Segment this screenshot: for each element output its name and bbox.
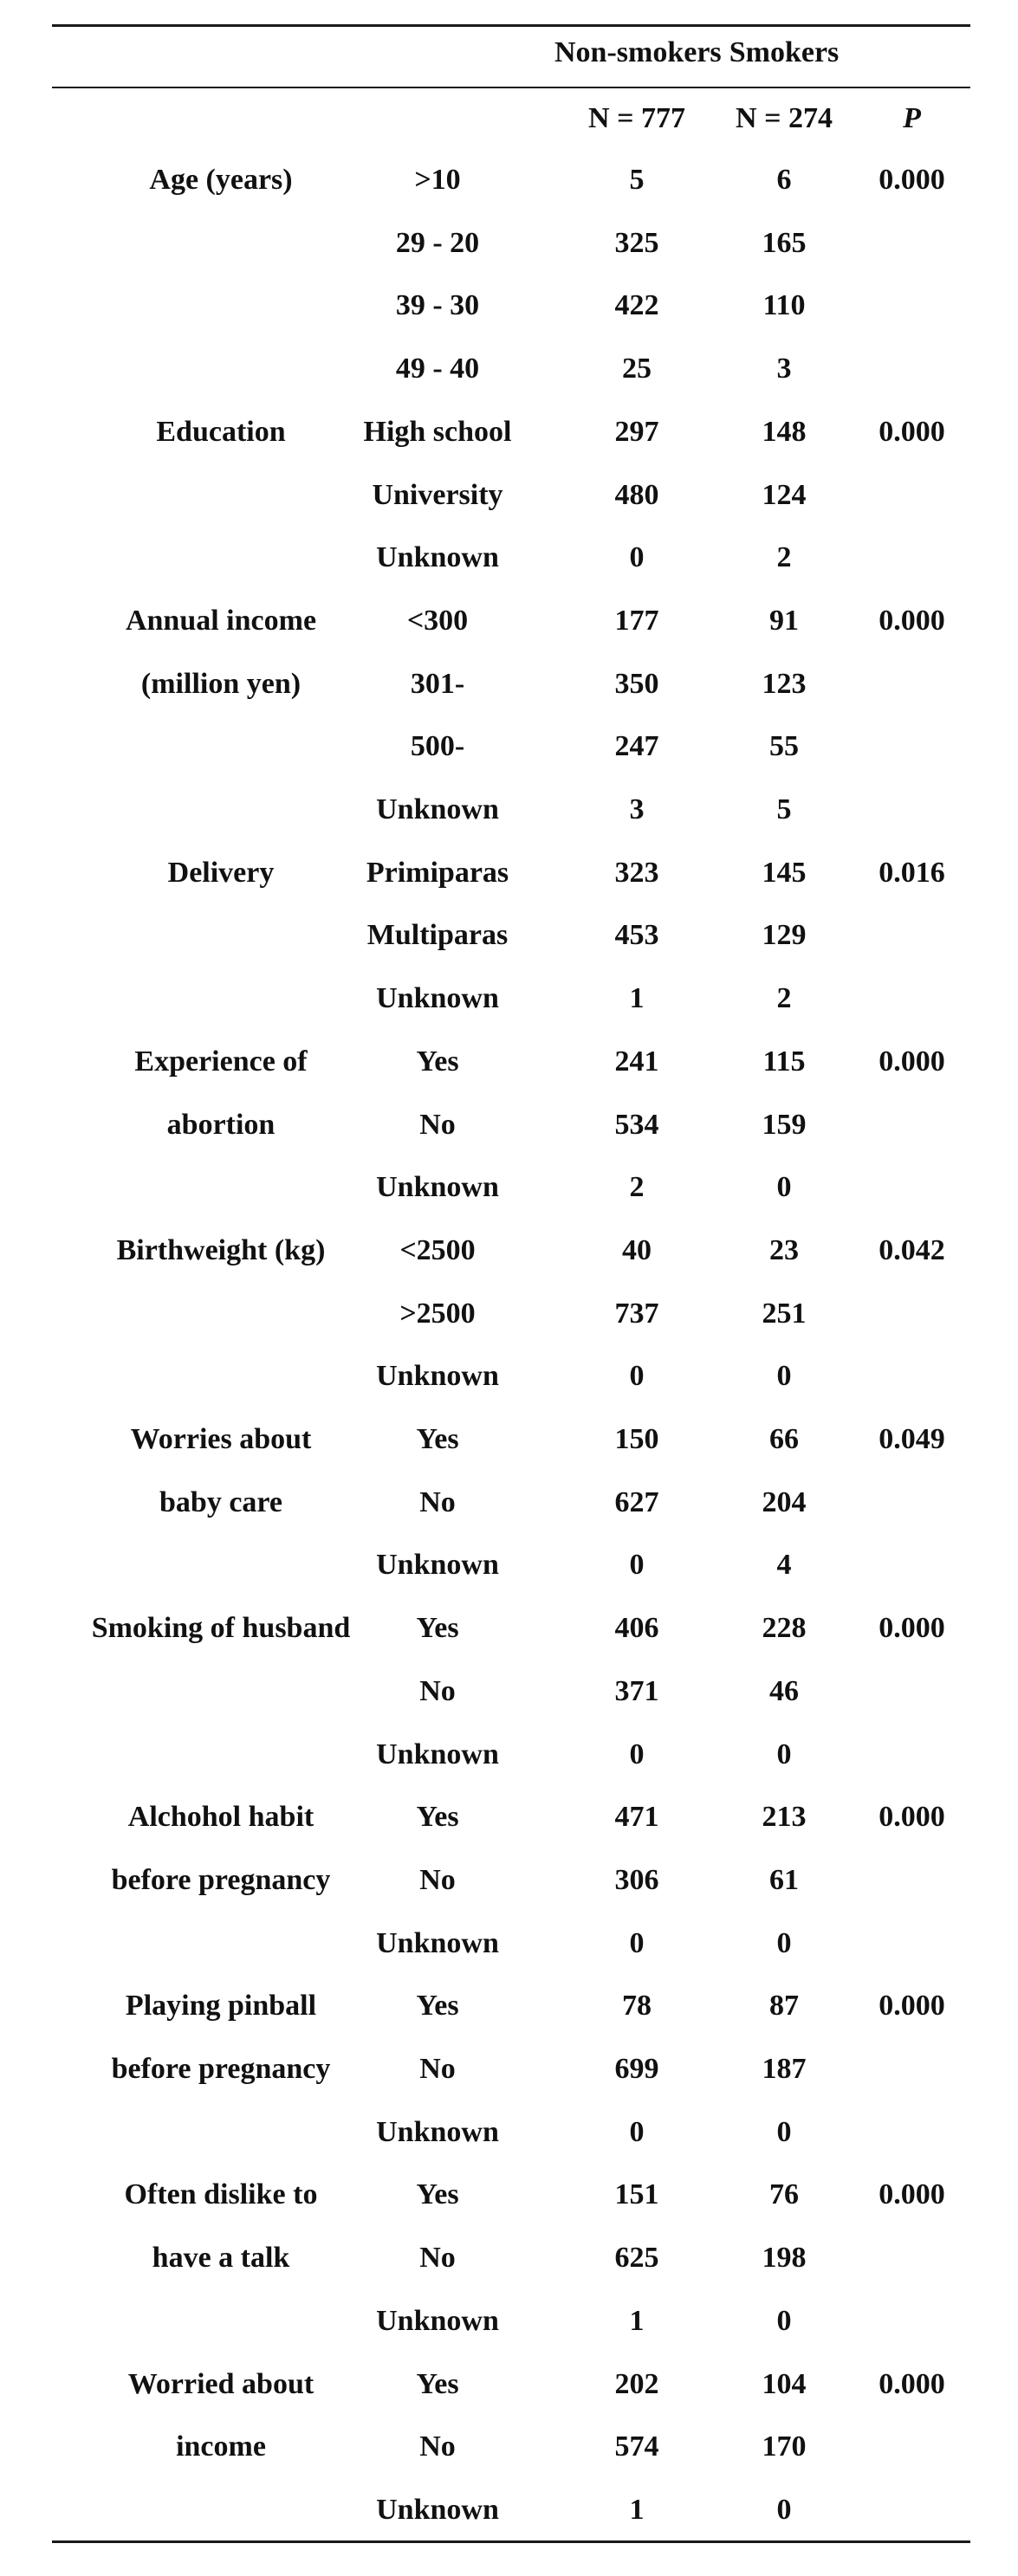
table-row <box>52 1660 970 1723</box>
cell-smokers: 165 <box>762 226 807 259</box>
cell-smokers: 123 <box>762 667 807 700</box>
table-row <box>52 1156 970 1219</box>
row-label: Delivery <box>167 856 275 889</box>
row-label: Birthweight (kg) <box>116 1233 326 1266</box>
row-category: >2500 <box>399 1297 476 1330</box>
cell-smokers: 159 <box>762 1108 807 1141</box>
cell-smokers: 46 <box>769 1674 799 1707</box>
cell-p-value: 0.042 <box>879 1233 945 1266</box>
cell-nonsmokers: 177 <box>614 604 659 637</box>
table-row <box>52 2227 970 2289</box>
table-row <box>52 2101 970 2164</box>
cell-smokers: 0 <box>776 2304 792 2337</box>
cell-smokers: 115 <box>762 1045 806 1078</box>
cell-smokers: 198 <box>762 2242 807 2275</box>
cell-nonsmokers: 371 <box>614 1674 659 1707</box>
row-category: 39 - 30 <box>395 289 480 322</box>
cell-smokers: 55 <box>769 730 799 763</box>
cell-smokers: 187 <box>762 2053 807 2085</box>
cell-nonsmokers: 0 <box>629 2115 645 2148</box>
table-row <box>52 1408 970 1471</box>
cell-nonsmokers: 3 <box>629 793 645 825</box>
cell-smokers: 204 <box>762 1485 807 1518</box>
row-label: baby care <box>159 1485 282 1518</box>
cell-p-value: 0.000 <box>879 2367 945 2400</box>
row-label: Education <box>156 415 286 448</box>
row-label: have a talk <box>152 2242 290 2275</box>
table-row <box>52 2479 970 2541</box>
row-category: Multiparas <box>366 919 509 952</box>
cell-nonsmokers: 241 <box>614 1045 659 1078</box>
cell-nonsmokers: 150 <box>614 1423 659 1455</box>
table-row <box>52 2416 970 2478</box>
row-label: Worries about <box>130 1423 312 1455</box>
row-category: Unknown <box>376 1360 499 1393</box>
cell-nonsmokers: 323 <box>614 856 659 889</box>
row-category: University <box>372 478 503 511</box>
cell-nonsmokers: 0 <box>629 541 645 574</box>
cell-p-value: 0.049 <box>879 1423 945 1455</box>
cell-p-value: 0.000 <box>879 1990 945 2023</box>
cell-nonsmokers: 737 <box>614 1297 659 1330</box>
table-row <box>52 1031 970 1093</box>
row-label: Experience of <box>134 1045 308 1078</box>
cell-nonsmokers: 574 <box>614 2430 659 2463</box>
cell-p-value: 0.000 <box>879 1045 945 1078</box>
table-row <box>52 1724 970 1786</box>
row-category: <300 <box>406 604 469 637</box>
row-category: Primiparas <box>366 856 509 889</box>
table-row <box>52 1220 970 1282</box>
row-category: 49 - 40 <box>395 353 480 385</box>
cell-nonsmokers: 1 <box>629 2493 645 2526</box>
cell-smokers: 91 <box>769 604 799 637</box>
cell-nonsmokers: 406 <box>614 1612 659 1645</box>
cell-nonsmokers: 306 <box>614 1863 659 1896</box>
cell-p-value: 0.000 <box>879 604 945 637</box>
table-row <box>52 149 970 211</box>
cell-p-value: 0.016 <box>879 856 945 889</box>
cell-nonsmokers: 0 <box>629 1926 645 1959</box>
row-label: abortion <box>166 1108 276 1141</box>
row-category: Unknown <box>376 1738 499 1770</box>
top-rule <box>52 24 970 27</box>
row-label: Annual income <box>125 604 317 637</box>
row-label: Smoking of husband <box>91 1612 351 1645</box>
cell-smokers: 213 <box>762 1801 807 1834</box>
cell-nonsmokers: 422 <box>614 289 659 322</box>
row-category: No <box>419 2430 456 2463</box>
cell-nonsmokers: 325 <box>614 226 659 259</box>
row-label: before pregnancy <box>111 2053 331 2085</box>
cell-smokers: 23 <box>769 1233 799 1266</box>
cell-smokers: 104 <box>762 2367 807 2400</box>
cell-smokers: 124 <box>762 478 807 511</box>
row-category: Yes <box>416 1801 459 1834</box>
cell-smokers: 3 <box>776 353 792 385</box>
cell-nonsmokers: 297 <box>614 415 659 448</box>
cell-nonsmokers: 0 <box>629 1549 645 1582</box>
cell-smokers: 110 <box>762 289 806 322</box>
table-row <box>52 1472 970 1534</box>
row-category: Yes <box>416 1990 459 2023</box>
table-row <box>52 2353 970 2416</box>
cell-smokers: 0 <box>776 2115 792 2148</box>
cell-nonsmokers: 350 <box>614 667 659 700</box>
cell-nonsmokers: 151 <box>614 2178 659 2211</box>
table-row <box>52 1597 970 1660</box>
cell-smokers: 0 <box>776 2493 792 2526</box>
table-row <box>52 653 970 715</box>
row-category: High school <box>363 415 512 448</box>
row-category: No <box>419 2242 456 2275</box>
row-category: Unknown <box>376 541 499 574</box>
cell-p-value: 0.000 <box>879 415 945 448</box>
row-category: No <box>419 1485 456 1518</box>
cell-nonsmokers: 699 <box>614 2053 659 2085</box>
cell-nonsmokers: 480 <box>614 478 659 511</box>
table-row <box>52 1849 970 1912</box>
table-row <box>52 527 970 589</box>
row-label: Often dislike to <box>124 2178 318 2211</box>
table-row <box>52 1345 970 1408</box>
cell-p-value: 0.000 <box>879 2178 945 2211</box>
cell-nonsmokers: 534 <box>614 1108 659 1141</box>
cell-smokers: 2 <box>776 982 792 1015</box>
row-label: Playing pinball <box>125 1990 317 2023</box>
cell-nonsmokers: 453 <box>614 919 659 952</box>
table-row <box>52 401 970 463</box>
cell-smokers: 0 <box>776 1738 792 1770</box>
cell-smokers: 0 <box>776 1171 792 1204</box>
table-row <box>52 464 970 527</box>
row-category: Yes <box>416 1423 459 1455</box>
cell-smokers: 228 <box>762 1612 807 1645</box>
cell-nonsmokers: 40 <box>622 1233 652 1266</box>
cell-smokers: 87 <box>769 1990 799 2023</box>
cell-nonsmokers: 2 <box>629 1171 645 1204</box>
row-category: Unknown <box>376 982 499 1015</box>
cell-smokers: 2 <box>776 541 792 574</box>
header-nonsmokers: Non-smokers <box>554 36 722 68</box>
cell-smokers: 0 <box>776 1926 792 1959</box>
header-n-nonsmokers: N = 777 <box>588 102 685 134</box>
table-row <box>52 779 970 841</box>
row-category: Yes <box>416 1612 459 1645</box>
row-category: 301- <box>410 667 465 700</box>
cell-smokers: 148 <box>762 415 807 448</box>
row-category: Unknown <box>376 2493 499 2526</box>
table-row <box>52 2038 970 2100</box>
row-category: 500- <box>410 730 465 763</box>
cell-p-value: 0.000 <box>879 1612 945 1645</box>
cell-smokers: 6 <box>776 164 792 196</box>
row-label: income <box>176 2430 266 2463</box>
cell-nonsmokers: 1 <box>629 2304 645 2337</box>
row-category: No <box>419 1863 456 1896</box>
row-category: Unknown <box>376 793 499 825</box>
row-label: Worried about <box>127 2367 314 2400</box>
table-row <box>52 2290 970 2353</box>
table-row <box>52 715 970 778</box>
cell-smokers: 251 <box>762 1297 807 1330</box>
table-row <box>52 968 970 1030</box>
row-category: Unknown <box>376 1926 499 1959</box>
cell-smokers: 5 <box>776 793 792 825</box>
cell-nonsmokers: 202 <box>614 2367 659 2400</box>
cell-nonsmokers: 5 <box>629 164 645 196</box>
cell-smokers: 61 <box>769 1863 799 1896</box>
row-category: No <box>419 1674 456 1707</box>
table-row <box>52 212 970 275</box>
cell-smokers: 129 <box>762 919 807 952</box>
row-category: Unknown <box>376 1171 499 1204</box>
table-row <box>52 2164 970 2226</box>
table-row <box>52 1975 970 2037</box>
cell-smokers: 4 <box>776 1549 792 1582</box>
header-n-smokers: N = 274 <box>736 102 833 134</box>
cell-smokers: 66 <box>769 1423 799 1455</box>
cell-nonsmokers: 625 <box>614 2242 659 2275</box>
cell-smokers: 0 <box>776 1360 792 1393</box>
cell-p-value: 0.000 <box>879 164 945 196</box>
cell-nonsmokers: 247 <box>614 730 659 763</box>
row-category: Yes <box>416 1045 459 1078</box>
table-row <box>52 338 970 400</box>
cell-nonsmokers: 0 <box>629 1360 645 1393</box>
table-row <box>52 1283 970 1345</box>
table-row <box>52 590 970 652</box>
header-smokers: Smokers <box>729 36 840 68</box>
row-category: Unknown <box>376 2304 499 2337</box>
row-category: Yes <box>416 2178 459 2211</box>
cell-smokers: 145 <box>762 856 807 889</box>
header-p-value: P <box>903 102 921 134</box>
row-category: Unknown <box>376 1549 499 1582</box>
table-row <box>52 1786 970 1848</box>
table-row <box>52 1913 970 1975</box>
row-category: No <box>419 2053 456 2085</box>
row-label: Age (years) <box>149 164 293 196</box>
row-label: before pregnancy <box>111 1863 331 1896</box>
cell-nonsmokers: 25 <box>622 353 652 385</box>
row-category: Yes <box>416 2367 459 2400</box>
cell-nonsmokers: 471 <box>614 1801 659 1834</box>
cell-nonsmokers: 1 <box>629 982 645 1015</box>
row-category: Unknown <box>376 2115 499 2148</box>
table-row <box>52 1534 970 1596</box>
cell-smokers: 170 <box>762 2430 807 2463</box>
table-row <box>52 904 970 967</box>
cell-nonsmokers: 0 <box>629 1738 645 1770</box>
table-row <box>52 1094 970 1156</box>
row-category: No <box>419 1108 456 1141</box>
row-category: <2500 <box>399 1233 476 1266</box>
cell-smokers: 76 <box>769 2178 799 2211</box>
row-label: (million yen) <box>140 667 302 700</box>
cell-p-value: 0.000 <box>879 1801 945 1834</box>
cell-nonsmokers: 78 <box>622 1990 652 2023</box>
table-row <box>52 842 970 904</box>
bottom-rule <box>52 2540 970 2543</box>
row-label: Alchohol habit <box>127 1801 314 1834</box>
header-rule <box>52 87 970 88</box>
row-category: 29 - 20 <box>395 226 480 259</box>
row-category: >10 <box>414 164 461 196</box>
table-row <box>52 275 970 337</box>
cell-nonsmokers: 627 <box>614 1485 659 1518</box>
